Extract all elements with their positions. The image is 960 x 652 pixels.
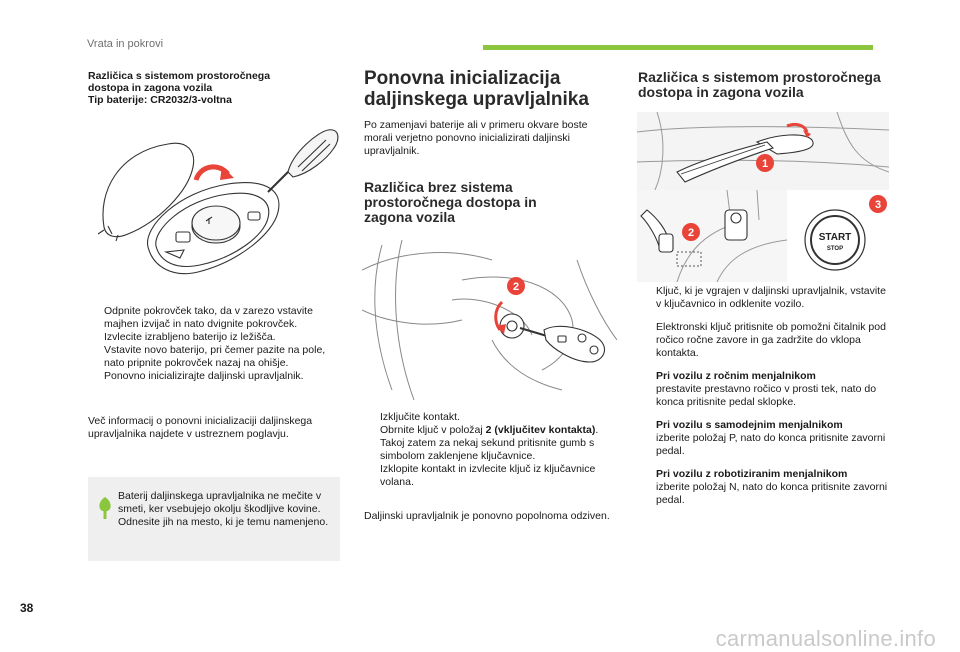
reinit-title: [364, 68, 624, 110]
header-accent-line: [483, 45, 873, 50]
step-bold-text: Pri vozilu z robotiziranim menjalnikom: [656, 468, 848, 480]
list-item: [640, 419, 892, 458]
list-item: [364, 411, 614, 424]
section-title: Vrata in pokrovi: [87, 38, 164, 50]
list-item: [364, 437, 614, 463]
step-text: Ključ, ki je vgrajen v daljinski upravljalnik, vstavite v ključavnico in odklenite vozilo.: [656, 285, 886, 310]
step-text: Obrnite ključ v položaj: [380, 424, 486, 436]
reinit-intro: Po zamenjavi baterije ali v primeru okvare boste morali verjetno ponovno inicializirati daljinski upravljalnik.: [364, 119, 588, 157]
list-item: [640, 468, 892, 507]
reinit-title-line: daljinskega upravljalnika: [364, 89, 589, 110]
reinit-title-line: Ponovna inicializacija: [364, 68, 561, 89]
battery-heading-line: Različica s sistemom prostoročnega: [88, 70, 271, 82]
callout-number: 3: [874, 199, 882, 211]
list-item: [364, 463, 614, 489]
watermark: carmanualsonline.info: [715, 626, 936, 651]
battery-type-line: Tip baterije: CR2032/3-voltna: [88, 94, 232, 106]
battery-steps-list: [88, 305, 343, 383]
ignition-key-illustration: [362, 240, 617, 405]
step-text: izberite položaj P, nato do konca pritisnite zavorni pedal.: [656, 432, 886, 457]
step-text: Takoj zatem za nekaj sekund pritisnite gumb s simbolom zaklenjene ključavnice.: [380, 437, 595, 462]
page-number: 38: [20, 601, 34, 615]
keyless-title-line: Različica s sistemom prostoročnega: [638, 69, 881, 85]
list-item: [88, 305, 343, 331]
step-text: Ponovno inicializirajte daljinski upravljalnik.: [104, 370, 304, 382]
keyless-steps-list: [640, 285, 892, 517]
console-reader-illustration: [637, 190, 787, 282]
recycle-leaf-icon: [96, 495, 114, 521]
step-text: Elektronski ključ pritisnite ob pomožni čitalnik pod ročico ročne zavore in ga zadržite do vklopa kontakta.: [656, 321, 886, 359]
step-bold-text: 2 (vključitev kontakta): [485, 424, 596, 436]
step-text: Izklopite kontakt in izvlecite ključ iz ključavnice volana.: [380, 463, 596, 488]
step-bold-text: Pri vozilu s samodejnim menjalnikom: [656, 419, 843, 431]
start-stop-illustration: [788, 190, 889, 282]
list-item: [640, 321, 892, 360]
battery-heading-line: dostopa in zagona vozila: [88, 82, 213, 94]
stop-label: STOP: [826, 246, 844, 252]
callout-number: 2: [512, 281, 520, 293]
step-text: Izvlecite izrabljeno baterijo iz ležišča.: [104, 331, 276, 343]
reinit-steps-list: [364, 411, 614, 489]
callout-number: 2: [687, 227, 695, 239]
key-fob-battery-illustration: [88, 122, 348, 297]
door-handle-illustration: [637, 112, 889, 190]
step-text: Odpnite pokrovček tako, da v zarezo vstavite majhen izvijač in nato dvignite pokrovček.: [104, 305, 313, 330]
callout-number: 1: [761, 158, 769, 170]
subtitle-line: Različica brez sistema: [364, 179, 513, 195]
step-bold-text: Pri vozilu z ročnim menjalnikom: [656, 370, 816, 382]
list-item: [640, 370, 892, 409]
step-text: prestavite prestavno ročico v prosti tek, nato do konca pritisnite pedal sklopke.: [656, 383, 877, 408]
environment-tip-box: [88, 477, 340, 561]
list-item: [88, 344, 343, 370]
subtitle-line: prostoročnega dostopa in: [364, 194, 537, 210]
list-item: [88, 331, 343, 344]
tip-text: Baterij daljinskega upravljalnika ne mečite v smeti, ker vsebujejo okolju škodljive kovine. Odnesite jih na mesto, ki je temu namenjeno.: [118, 490, 329, 528]
start-label: START: [818, 232, 852, 243]
list-item: [640, 285, 892, 311]
reinit-note: Več informacij o ponovni inicializaciji daljinskega upravljalnika najdete v ustreznem poglavju.: [88, 415, 313, 440]
keyless-title-line: dostopa in zagona vozila: [638, 84, 804, 100]
no-keyless-subtitle: [364, 180, 604, 225]
battery-heading: [88, 70, 348, 106]
list-item: [88, 370, 343, 383]
step-text: Vstavite novo baterijo, pri čemer pazite na pole, nato pripnite pokrovček nazaj na ohišje.: [104, 344, 326, 369]
step-text: .: [595, 424, 599, 436]
list-item: [364, 424, 614, 437]
step-text: Izključite kontakt.: [380, 411, 460, 423]
step-text: izberite položaj N, nato do konca pritisnite zavorni pedal.: [656, 481, 888, 506]
subtitle-line: zagona vozila: [364, 209, 456, 225]
keyless-title: [638, 70, 898, 100]
reinit-outro: Daljinski upravljalnik je ponovno popolnoma odziven.: [364, 510, 610, 522]
